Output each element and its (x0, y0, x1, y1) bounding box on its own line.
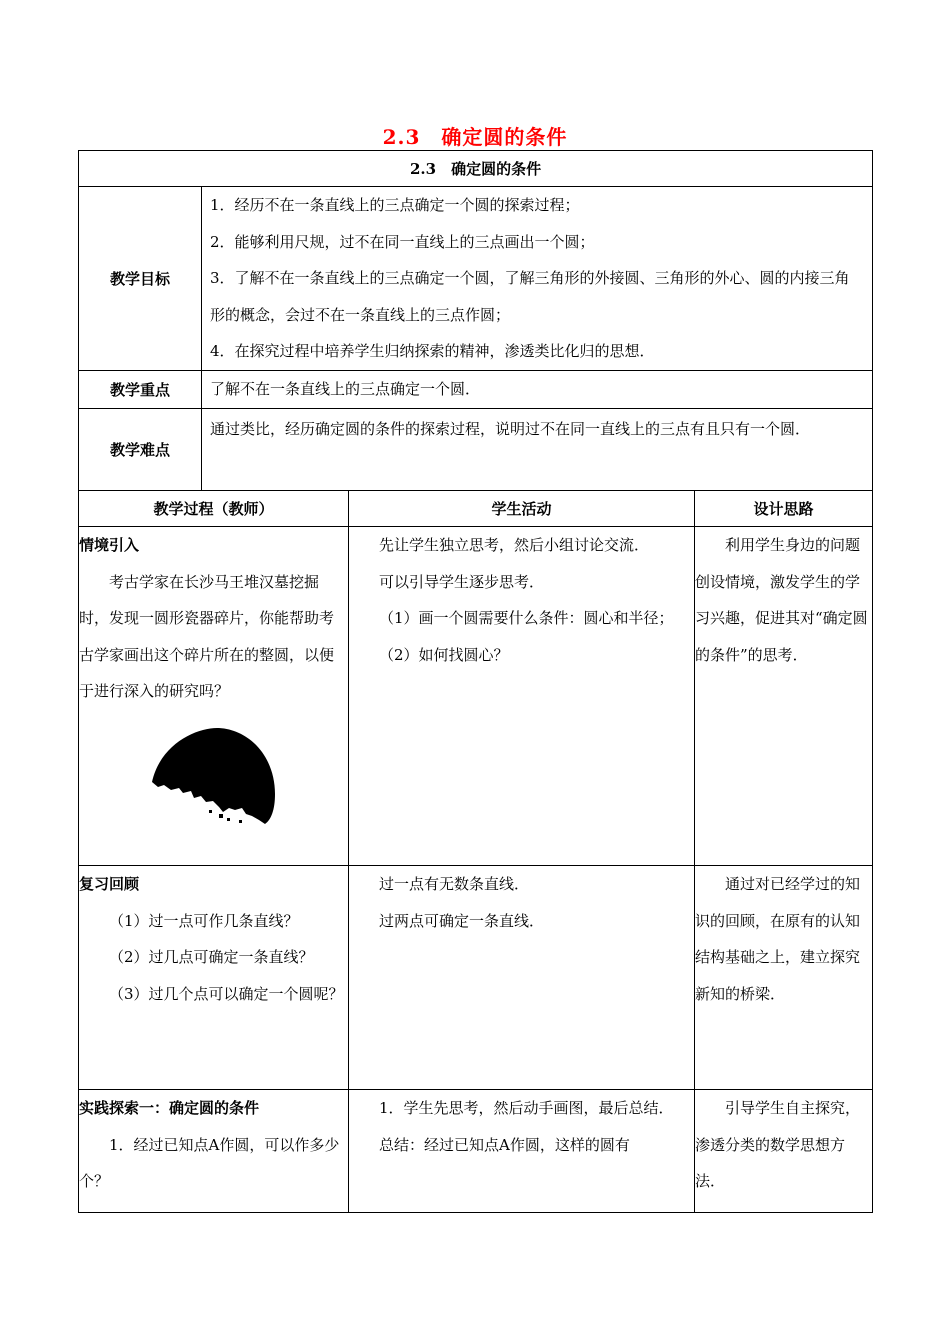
fragment-icon (149, 724, 279, 824)
difficulty-content (202, 409, 873, 491)
key-point-label: 教学重点 (79, 371, 202, 409)
design-text: 利用学生身边的问题创设情境，激发学生的学习兴趣，促进其对“确定圆的条件”的思考． (695, 536, 868, 664)
teacher-text: 考古学家在长沙马王堆汉墓挖掘时，发现一圆形瓷器碎片，你能帮助考古学家画出这个碎片所在的整圆，以便于进行深入的研究吗？ (79, 572, 335, 700)
design-cell (695, 1090, 873, 1213)
teacher-text: （3）过几个点可以确定一个圆呢？ (109, 984, 344, 1003)
goal-item: 2．能够利用尺规，过不在同一直线上的三点画出一个圆； (210, 232, 595, 251)
student-text: 先让学生独立思考，然后小组讨论交流． (379, 536, 650, 554)
teacher-text: （2）过几点可确定一条直线？ (109, 948, 314, 966)
column-header-teacher: 教学过程（教师） (79, 491, 349, 527)
key-point-text: 了解不在一条直线上的三点确定一个圆． (210, 380, 481, 399)
goal-item: 1．经历不在一条直线上的三点确定一个圆的探索过程； (210, 196, 580, 214)
goal-item: 4．在探究过程中培养学生归纳探索的精神，渗透类比化归的思想． (210, 342, 655, 360)
section-title: 情境引入 (79, 536, 140, 554)
design-text: 通过对已经学过的知识的回顾，在原有的认知结构基础之上，建立探究新知的桥梁． (695, 875, 861, 1003)
porcelain-fragment-image (79, 710, 348, 838)
lesson-plan-table (78, 150, 873, 1213)
key-point-content (202, 371, 873, 409)
student-cell (349, 527, 695, 866)
student-text: （1）画一个圆需要什么条件：圆心和半径； (379, 609, 674, 627)
table-header-title: 2.3 确定圆的条件 (79, 151, 873, 187)
design-cell (695, 527, 873, 866)
difficulty-label: 教学难点 (79, 409, 202, 491)
teacher-cell (79, 527, 349, 866)
design-text: 引导学生自主探究，渗透分类的数学思想方法． (695, 1099, 861, 1190)
goals-label: 教学目标 (79, 187, 202, 371)
student-text: 1．学生先思考，然后动手画图，最后总结． (379, 1099, 674, 1117)
student-text: （2）如何找圆心？ (379, 645, 509, 664)
teacher-cell (79, 866, 349, 1090)
student-text: 可以引导学生逐步思考． (379, 572, 545, 591)
column-header-student: 学生活动 (349, 491, 695, 527)
teacher-cell (79, 1090, 349, 1213)
student-cell (349, 866, 695, 1090)
goals-content (202, 187, 873, 371)
student-text: 总结：经过已知点A作圆，这样的圆有 (379, 1135, 630, 1154)
teacher-text: （1）过一点可作几条直线？ (109, 911, 299, 930)
student-text: 过两点可确定一条直线． (379, 911, 545, 930)
column-header-design: 设计思路 (695, 491, 873, 527)
section-title: 实践探索一：确定圆的条件 (79, 1099, 260, 1117)
design-cell (695, 866, 873, 1090)
student-text: 过一点有无数条直线． (379, 875, 530, 893)
teacher-text: 1．经过已知点A作圆，可以作多少个？ (79, 1135, 340, 1190)
document-title: 2.3 确定圆的条件 (382, 125, 568, 149)
difficulty-text: 通过类比，经历确定圆的条件的探索过程，说明过不在同一直线上的三点有且只有一个圆． (210, 420, 811, 438)
goal-item: 3．了解不在一条直线上的三点确定一个圆，了解三角形的外接圆、三角形的外心、圆的内接三角形的概念，会过不在一条直线上的三点作圆； (210, 269, 850, 324)
student-cell (349, 1090, 695, 1213)
section-title: 复习回顾 (79, 875, 140, 893)
